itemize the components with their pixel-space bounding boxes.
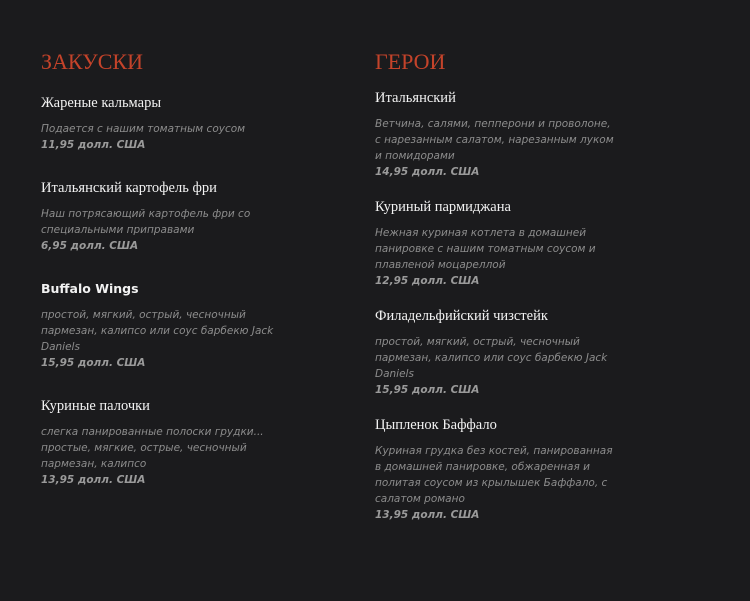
item-title: Итальянский <box>375 90 456 106</box>
section-heading: ГЕРОИ <box>375 49 446 74</box>
item-price: 14,95 долл. США <box>375 166 480 178</box>
item-price: 15,95 долл. США <box>41 357 146 369</box>
item-description: Ветчина, салями, пепперони и проволоне, с нарезанным салатом, нарезанным луком и помидорами <box>375 118 614 162</box>
menu-item <box>41 279 281 371</box>
item-description: слегка панированные полоски грудки... простые, мягкие, острые, чесночный пармезан, калипсо <box>41 426 264 470</box>
menu-item <box>41 178 281 254</box>
item-title: Buffalo Wings <box>41 281 139 296</box>
menu-item <box>375 415 615 523</box>
item-description: Куриная грудка без костей, панированная в домашней панировке, обжаренная и политая соусом из крылышек Баффало, с салатом романо <box>375 445 613 505</box>
menu-item <box>375 88 615 180</box>
item-title: Итальянский картофель фри <box>41 180 217 196</box>
section-heading: ЗАКУСКИ <box>41 49 143 74</box>
item-title: Жареные кальмары <box>41 95 162 111</box>
item-price: 15,95 долл. США <box>375 384 480 396</box>
item-title: Филадельфийский чизстейк <box>375 308 548 324</box>
item-price: 13,95 долл. США <box>41 474 146 486</box>
item-price: 11,95 долл. США <box>41 139 146 151</box>
item-title: Цыпленок Баффало <box>375 417 497 433</box>
heroes-section <box>375 47 615 540</box>
item-price: 12,95 долл. США <box>375 275 480 287</box>
item-description: Подается с нашим томатным соусом <box>41 123 246 135</box>
appetizers-section <box>41 47 281 513</box>
item-description: простой, мягкий, острый, чесночный пармезан, калипсо или соус барбекю Jack Daniels <box>41 309 274 353</box>
item-title: Куриный пармиджана <box>375 199 511 215</box>
item-description: Нежная куриная котлета в домашней панировке с нашим томатным соусом и плавленой моцареллой <box>375 227 596 271</box>
item-price: 6,95 долл. США <box>41 240 139 252</box>
item-description: Наш потрясающий картофель фри со специальными приправами <box>41 208 251 236</box>
menu-item <box>41 93 281 153</box>
item-price: 13,95 долл. США <box>375 509 480 521</box>
menu-item <box>41 396 281 488</box>
item-title: Куриные палочки <box>41 398 150 414</box>
menu-item <box>375 197 615 289</box>
menu-item <box>375 306 615 398</box>
item-description: простой, мягкий, острый, чесночный пармезан, калипсо или соус барбекю Jack Daniels <box>375 336 608 380</box>
